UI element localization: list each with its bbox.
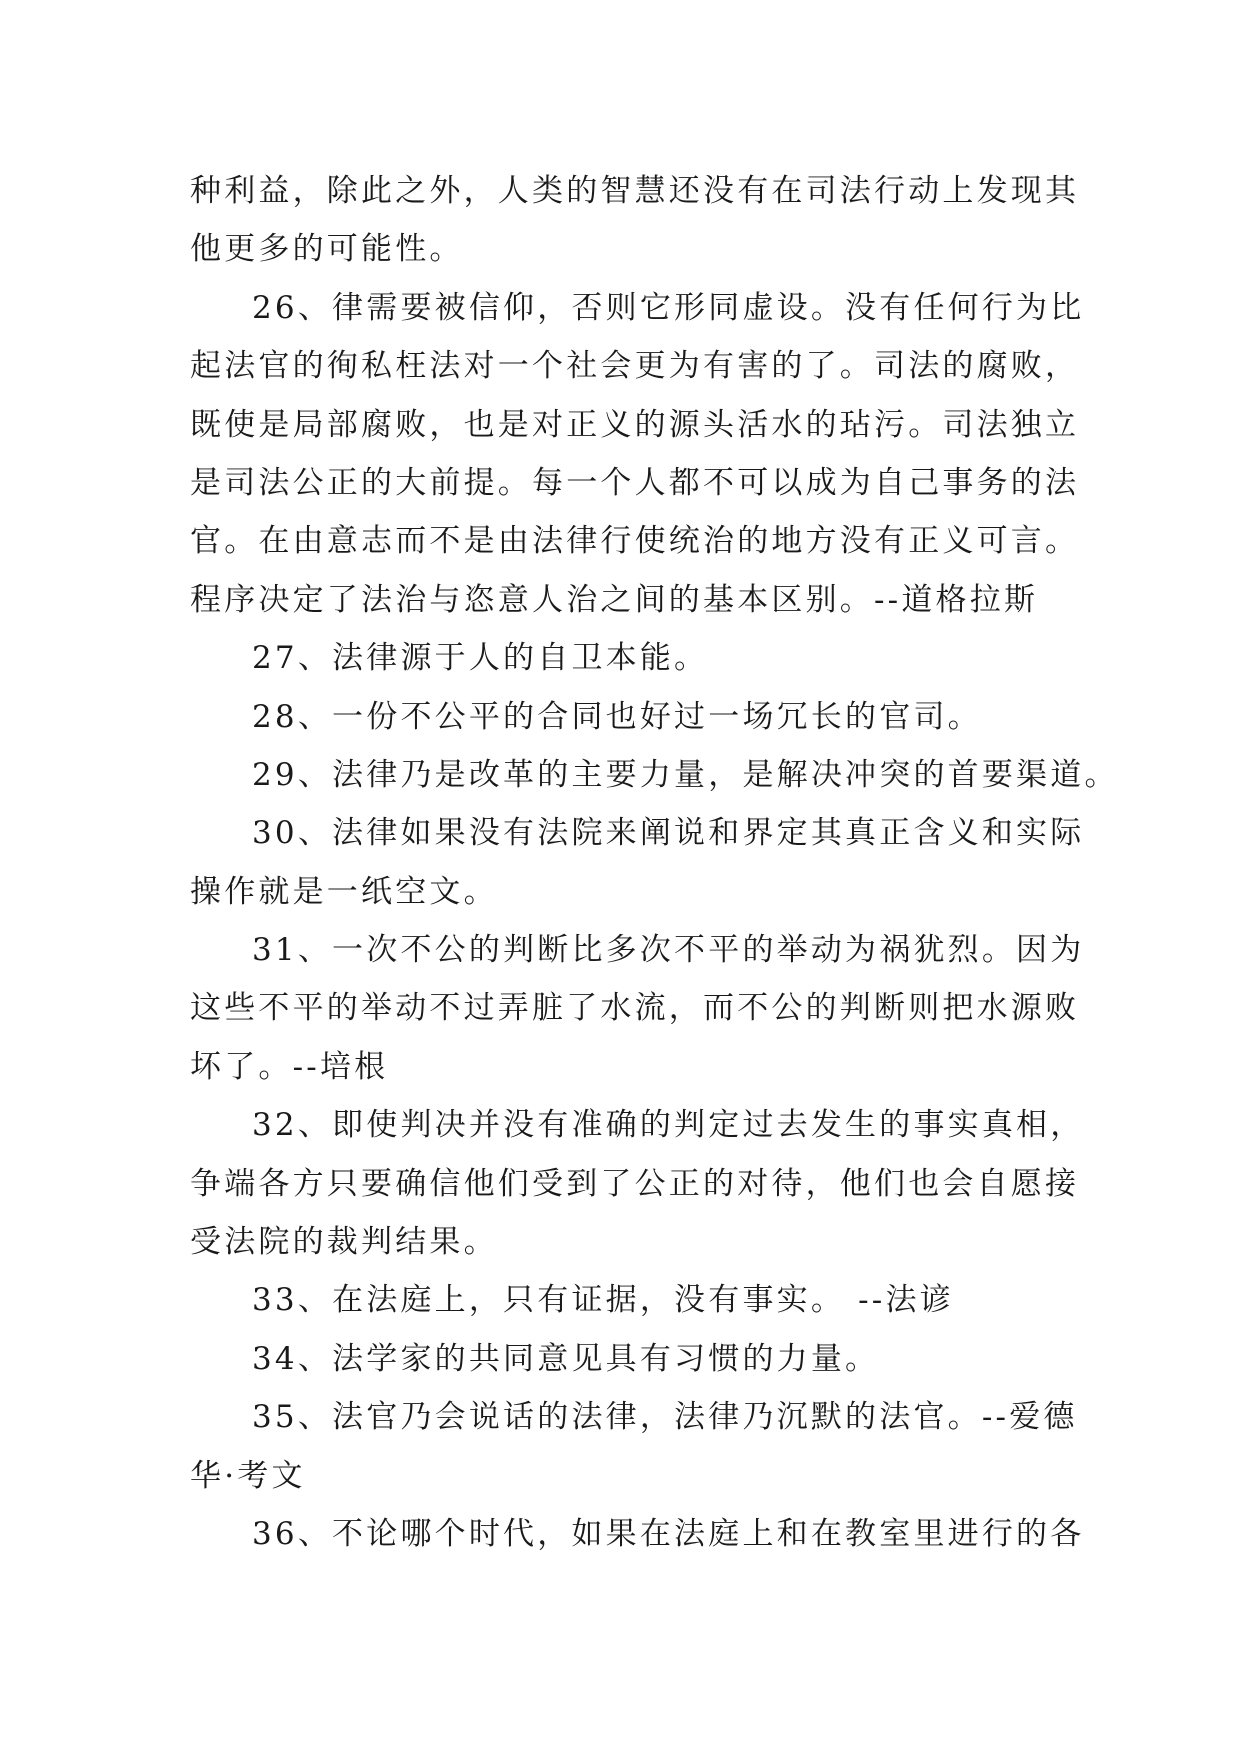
body-text: [190, 162, 1119, 1563]
text-line: 27、法律源于人的自卫本能。: [252, 640, 709, 677]
text-line: 他更多的可能性。: [190, 231, 464, 268]
text-line: 28、一份不公平的合同也好过一场冗长的官司。: [252, 698, 982, 735]
text-line: 坏了。--培根: [190, 1048, 389, 1085]
text-line: 31、一次不公的判断比多次不平的举动为祸犹烈。因为: [252, 932, 1085, 969]
text-line: 华·考文: [190, 1457, 306, 1494]
text-line: 受法院的裁判结果。: [190, 1224, 498, 1261]
text-line: 29、法律乃是改革的主要力量，是解决冲突的首要渠道。: [252, 756, 1119, 793]
text-line: 32、即使判决并没有准确的判定过去发生的事实真相，: [252, 1107, 1085, 1144]
text-line: 起法官的徇私枉法对一个社会更为有害的了。司法的腐败，: [190, 348, 1080, 385]
text-line: 操作就是一纸空文。: [190, 873, 498, 910]
text-line: 这些不平的举动不过弄脏了水流，而不公的判断则把水源败: [190, 990, 1080, 1027]
text-line: 35、法官乃会说话的法律，法律乃沉默的法官。--爱德: [252, 1399, 1078, 1436]
text-line: 33、在法庭上，只有证据，没有事实。 --法谚: [252, 1282, 954, 1319]
text-line: 种利益，除此之外，人类的智慧还没有在司法行动上发现其: [190, 173, 1080, 209]
text-line: 26、律需要被信仰，否则它形同虚设。没有任何行为比: [252, 289, 1085, 326]
text-line: 既使是局部腐败，也是对正义的源头活水的玷污。司法独立: [190, 406, 1080, 443]
text-line: 34、法学家的共同意见具有习惯的力量。: [252, 1340, 880, 1377]
text-line: 30、法律如果没有法院来阐说和界定其真正含义和实际: [252, 815, 1085, 852]
text-line: 是司法公正的大前提。每一个人都不可以成为自己事务的法: [190, 464, 1080, 501]
text-line: 官。在由意志而不是由法律行使统治的地方没有正义可言。: [190, 523, 1080, 560]
text-line: 争端各方只要确信他们受到了公正的对待，他们也会自愿接: [190, 1165, 1080, 1202]
text-line: 36、不论哪个时代，如果在法庭上和在教室里进行的各: [252, 1515, 1085, 1552]
text-line: 程序决定了法治与恣意人治之间的基本区别。--道格拉斯: [190, 581, 1039, 618]
